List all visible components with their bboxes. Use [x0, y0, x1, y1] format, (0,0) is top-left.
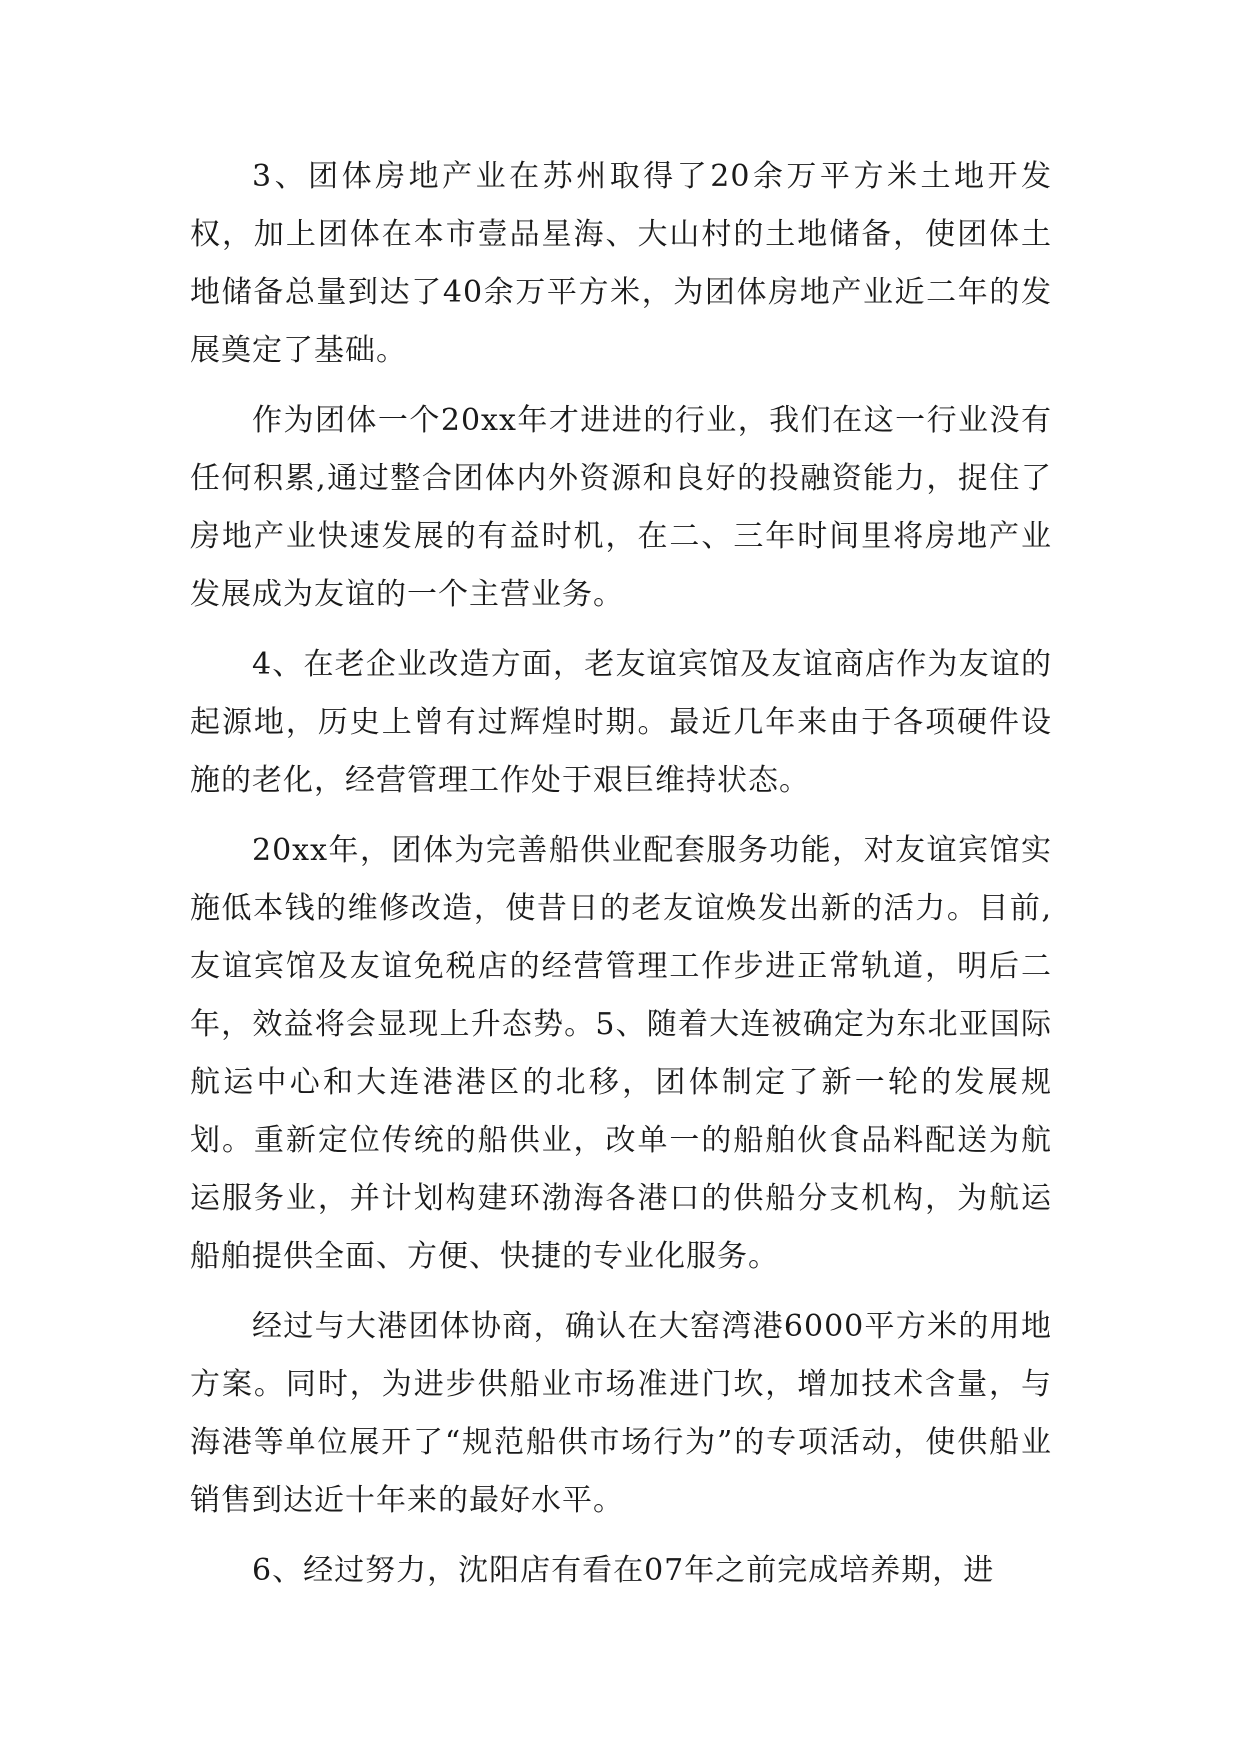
document-body [190, 148, 1052, 1612]
paragraph-5: 经过与大港团体协商，确认在大窑湾港6000平方米的用地方案。同时，为进步供船业市场准进门坎，增加技术含量，与海港等单位展开了“规范船供市场行为”的专项活动，使供船业销售到达近十年来的最好水平。 [190, 1309, 1052, 1518]
paragraph-2: 作为团体一个20xx年才进进的行业，我们在这一行业没有任何积累,通过整合团体内外资源和良好的投融资能力，捉住了房地产业快速发展的有益时机，在二、三年时间里将房地产业发展成为友谊的一个主营业务。 [190, 403, 1052, 612]
paragraph-4: 20xx年，团体为完善船供业配套服务功能，对友谊宾馆实施低本钱的维修改造，使昔日的老友谊焕发出新的活力。目前,友谊宾馆及友谊免税店的经营管理工作步进正常轨道，明后二年，效益将会显现上升态势。5、随着大连被确定为东北亚国际航运中心和大连港港区的北移，团体制定了新一轮的发展规划。重新定位传统的船供业，改单一的船舶伙食品料配送为航运服务业，并计划构建环渤海各港口的供船分支机构，为航运船舶提供全面、方便、快捷的专业化服务。 [190, 833, 1052, 1274]
paragraph-3: 4、在老企业改造方面，老友谊宾馆及友谊商店作为友谊的起源地，历史上曾有过辉煌时期。最近几年来由于各项硬件设施的老化，经营管理工作处于艰巨维持状态。 [190, 647, 1052, 798]
paragraph-6: 6、经过努力，沈阳店有看在07年之前完成培养期，进 [252, 1553, 995, 1588]
paragraph-1: 3、团体房地产业在苏州取得了20余万平方米土地开发权，加上团体在本市壹品星海、大山村的土地储备，使团体土地储备总量到达了40余万平方米，为团体房地产业近二年的发展奠定了基础。 [190, 159, 1052, 368]
